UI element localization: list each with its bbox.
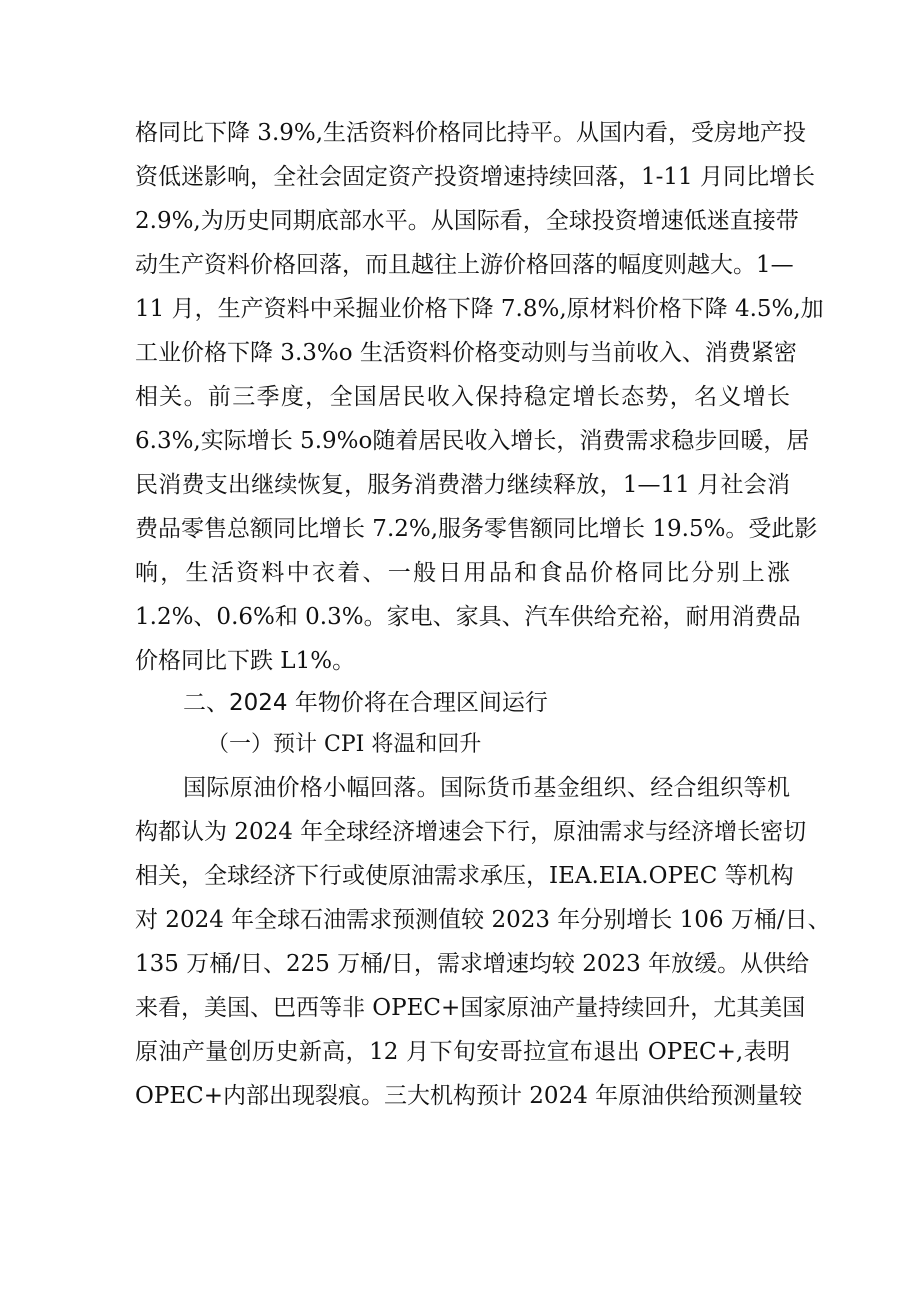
paragraph-1-line: 民消费支出继续恢复，服务消费潜力继续释放，1—11 月社会消: [135, 472, 790, 498]
paragraph-2-line: 对 2024 年全球石油需求预测值较 2023 年分别增长 106 万桶/日、: [135, 907, 831, 933]
paragraph-1-line: 1.2%、0.6%和 0.3%。家电、家具、汽车供给充裕，耐用消费品: [135, 604, 801, 630]
paragraph-1-line: 资低迷影响，全社会固定资产投资增速持续回落，1-11 月同比增长: [135, 164, 815, 190]
paragraph-1-line: 相关。前三季度，全国居民收入保持稳定增长态势，名义增长: [135, 384, 790, 410]
paragraph-2-line: 原油产量创历史新高，12 月下旬安哥拉宣布退出 OPEC+,表明: [135, 1039, 790, 1065]
paragraph-2-line: 构都认为 2024 年全球经济增速会下行，原油需求与经济增长密切: [135, 819, 807, 845]
subsection-heading: （一）预计 CPI 将温和回升: [207, 732, 482, 757]
paragraph-1-line: 动生产资料价格回落，而且越往上游价格回落的幅度则越大。1—: [135, 252, 794, 278]
paragraph-2-line: OPEC+内部出现裂痕。三大机构预计 2024 年原油供给预测量较: [135, 1083, 803, 1109]
paragraph-1-line: 2.9%,为历史同期底部水平。从国际看，全球投资增速低迷直接带: [135, 208, 799, 234]
section-heading: 二、2024 年物价将在合理区间运行: [183, 690, 548, 716]
paragraph-1-line: 6.3%,实际增长 5.9%o随着居民收入增长，消费需求稳步回暖，居: [135, 428, 810, 454]
paragraph-2-line: 国际原油价格小幅回落。国际货币基金组织、经合组织等机: [183, 775, 790, 801]
paragraph-1-line: 价格同比下跌 L1%。: [135, 648, 356, 674]
paragraph-1-line: 工业价格下降 3.3%o 生活资料价格变动则与当前收入、消费紧密: [135, 340, 797, 366]
paragraph-1-line: 格同比下降 3.9%,生活资料价格同比持平。从国内看，受房地产投: [135, 120, 807, 146]
paragraph-1-line: 响，生活资料中衣着、一般日用品和食品价格同比分别上涨: [135, 560, 790, 586]
paragraph-2-line: 来看，美国、巴西等非 OPEC+国家原油产量持续回升，尤其美国: [135, 995, 806, 1021]
paragraph-1-line: 费品零售总额同比增长 7.2%,服务零售额同比增长 19.5%。受此影: [135, 516, 818, 542]
paragraph-1-line: 11 月，生产资料中采掘业价格下降 7.8%,原材料价格下降 4.5%,加: [135, 296, 824, 322]
paragraph-2-line: 相关，全球经济下行或使原油需求承压，IEA.EIA.OPEC 等机构: [135, 863, 794, 889]
paragraph-2-line: 135 万桶/日、225 万桶/日，需求增速均较 2023 年放缓。从供给: [135, 951, 810, 977]
